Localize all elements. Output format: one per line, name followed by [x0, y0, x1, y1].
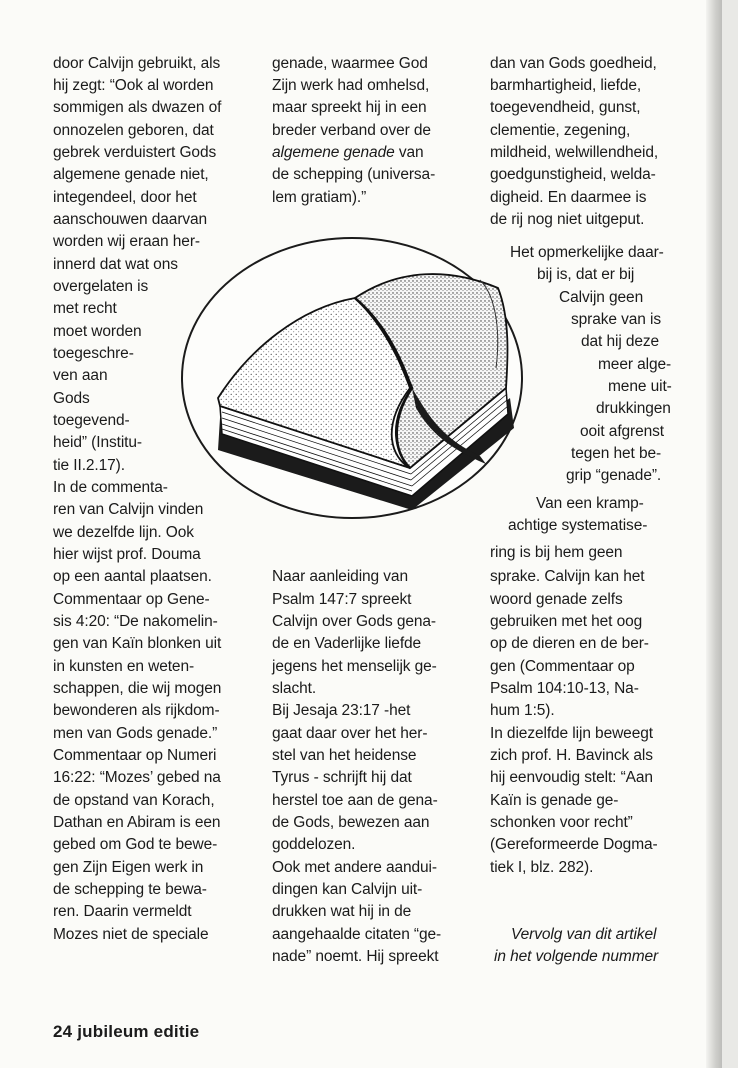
text-line: mildheid, welwillendheid,	[490, 144, 659, 161]
text-line: overgelaten is	[53, 278, 149, 295]
text-line: algemene genade niet,	[53, 166, 209, 183]
text-line: integendeel, door het	[53, 189, 197, 206]
text-line: sommigen als dwazen of	[53, 99, 222, 116]
text-line: de schepping te bewa-	[53, 881, 207, 898]
text-line: herstel toe aan de gena-	[272, 792, 438, 809]
text-line: aanschouwen daarvan	[53, 211, 208, 228]
text-line: Mozes niet de speciale	[53, 926, 209, 943]
text-line: Kaïn is genade ge-	[490, 792, 619, 809]
text-line: stel van het heidense	[272, 747, 417, 764]
italic-term: algemene genade	[272, 144, 395, 161]
page-edge-shadow	[706, 0, 722, 1068]
publication-title: jubileum editie	[77, 1022, 200, 1041]
text-line: Het opmerkelijke daar-	[510, 244, 664, 261]
text-line: op de dieren en de ber-	[490, 635, 649, 652]
text-line: Gods	[53, 390, 90, 407]
continuation-note: Vervolg van dit artikel	[511, 926, 657, 943]
text-line: hier wijst prof. Douma	[53, 546, 201, 563]
text-line: achtige systematise-	[508, 517, 648, 534]
text-line: de rij nog niet uitgeput.	[490, 211, 645, 228]
text-line: de opstand van Korach,	[53, 792, 215, 809]
text-line: (Gereformeerde Dogma-	[490, 836, 658, 853]
text-line: hij zegt: “Ook al worden	[53, 77, 214, 94]
text-line: maar spreekt hij in een	[272, 99, 427, 116]
text-line: tiek I, blz. 282).	[490, 859, 594, 876]
text-line: ren. Daarin vermeldt	[53, 903, 192, 920]
text-line: drukken wat hij in de	[272, 903, 412, 920]
text-line: innerd dat wat ons	[53, 256, 178, 273]
page-footer	[53, 1022, 199, 1042]
text-line: Calvijn geen	[559, 289, 644, 306]
text-line: grip “genade”.	[566, 467, 662, 484]
text-line: ring is bij hem geen	[490, 544, 623, 561]
text-line: heid” (Institu-	[53, 434, 142, 451]
text-line: hum 1:5).	[490, 702, 555, 719]
text-line: men van Gods genade.”	[53, 725, 218, 742]
text-line	[272, 142, 424, 164]
text-line: lem gratiam).”	[272, 189, 367, 206]
text-line: mene uit-	[608, 378, 672, 395]
text-line: ooit afgrenst	[580, 423, 665, 440]
text-line: toegevendheid, gunst,	[490, 99, 641, 116]
text-line: aangehaalde citaten “ge-	[272, 926, 442, 943]
text-line: dan van Gods goedheid,	[490, 55, 657, 72]
text-line: hij eenvoudig stelt: “Aan	[490, 769, 653, 786]
text-line: Van een kramp-	[536, 495, 644, 512]
text-line: dingen kan Calvijn uit-	[272, 881, 423, 898]
continuation-note: in het volgende nummer	[494, 948, 659, 965]
text-line: digheid. En daarmee is	[490, 189, 647, 206]
text-line: Zijn werk had omhelsd,	[272, 77, 430, 94]
text-line: op een aantal plaatsen.	[53, 568, 212, 585]
text-line: toegevend-	[53, 412, 130, 429]
text-line: gen (Commentaar op	[490, 658, 635, 675]
text-line: de schepping (universa-	[272, 166, 436, 183]
text-line: 16:22: “Mozes’ gebed na	[53, 769, 221, 786]
text-line: slacht.	[272, 680, 317, 697]
text-line: met recht	[53, 300, 117, 317]
text-line: Calvijn over Gods gena-	[272, 613, 436, 630]
text-line: de Gods, bewezen aan	[272, 814, 430, 831]
text-line: Psalm 104:10-13, Na-	[490, 680, 639, 697]
text-line: gebed om God te bewe-	[53, 836, 218, 853]
text-line: sprake. Calvijn kan het	[490, 568, 645, 585]
text-line: Bij Jesaja 23:17 -het	[272, 702, 411, 719]
text-line: Tyrus - schrijft hij dat	[272, 769, 412, 786]
text-line: ren van Calvijn vinden	[53, 501, 204, 518]
text-line: schappen, die wij mogen	[53, 680, 222, 697]
text-line: In de commenta-	[53, 479, 168, 496]
text-line: de en Vaderlijke liefde	[272, 635, 422, 652]
text-line: drukkingen	[596, 400, 671, 417]
text-line: gebrek verduistert Gods	[53, 144, 217, 161]
text-line: gebruiken met het oog	[490, 613, 643, 630]
text-line: Commentaar op Gene-	[53, 591, 210, 608]
text-line: ven aan	[53, 367, 108, 384]
text-line: bewonderen als rijkdom-	[53, 702, 220, 719]
text-line: in kunsten en weten-	[53, 658, 195, 675]
text-line: bij is, dat er bij	[537, 266, 635, 283]
text-line: door Calvijn gebruikt, als	[53, 55, 221, 72]
text-line: worden wij eraan her-	[53, 233, 200, 250]
text-line: we dezelfde lijn. Ook	[53, 524, 194, 541]
text-fragment: van	[398, 144, 424, 161]
text-line: goedgunstigheid, welda-	[490, 166, 656, 183]
text-line: In diezelfde lijn beweegt	[490, 725, 653, 742]
text-line: Naar aanleiding van	[272, 568, 408, 585]
text-line: schonken voor recht”	[490, 814, 633, 831]
text-line: sprake van is	[571, 311, 662, 328]
page-number: 24	[53, 1022, 73, 1041]
text-line: gen Zijn Eigen werk in	[53, 859, 204, 876]
text-line: Commentaar op Numeri	[53, 747, 217, 764]
text-line: moet worden	[53, 323, 142, 340]
text-line: goddelozen.	[272, 836, 356, 853]
text-line: nade” noemt. Hij spreekt	[272, 948, 439, 965]
text-line: gaat daar over het her-	[272, 725, 428, 742]
text-line: sis 4:20: “De nakomelin-	[53, 613, 218, 630]
text-line: breder verband over de	[272, 122, 431, 139]
text-line: tegen het be-	[571, 445, 662, 462]
text-line: woord genade zelfs	[490, 591, 623, 608]
text-line: jegens het menselijk ge-	[272, 658, 437, 675]
text-line: clementie, zegening,	[490, 122, 631, 139]
text-line: barmhartigheid, liefde,	[490, 77, 642, 94]
text-line: Ook met andere aandui-	[272, 859, 437, 876]
text-line: gen van Kaïn blonken uit	[53, 635, 222, 652]
text-line: Psalm 147:7 spreekt	[272, 591, 412, 608]
text-line: dat hij deze	[581, 333, 660, 350]
text-line: Dathan en Abiram is een	[53, 814, 221, 831]
text-line: toegeschre-	[53, 345, 134, 362]
text-line: onnozelen geboren, dat	[53, 122, 214, 139]
text-line: tie II.2.17).	[53, 457, 125, 474]
text-line: zich prof. H. Bavinck als	[490, 747, 653, 764]
text-line: genade, waarmee God	[272, 55, 428, 72]
text-line: meer alge-	[598, 356, 672, 373]
open-bible-icon	[180, 228, 526, 560]
